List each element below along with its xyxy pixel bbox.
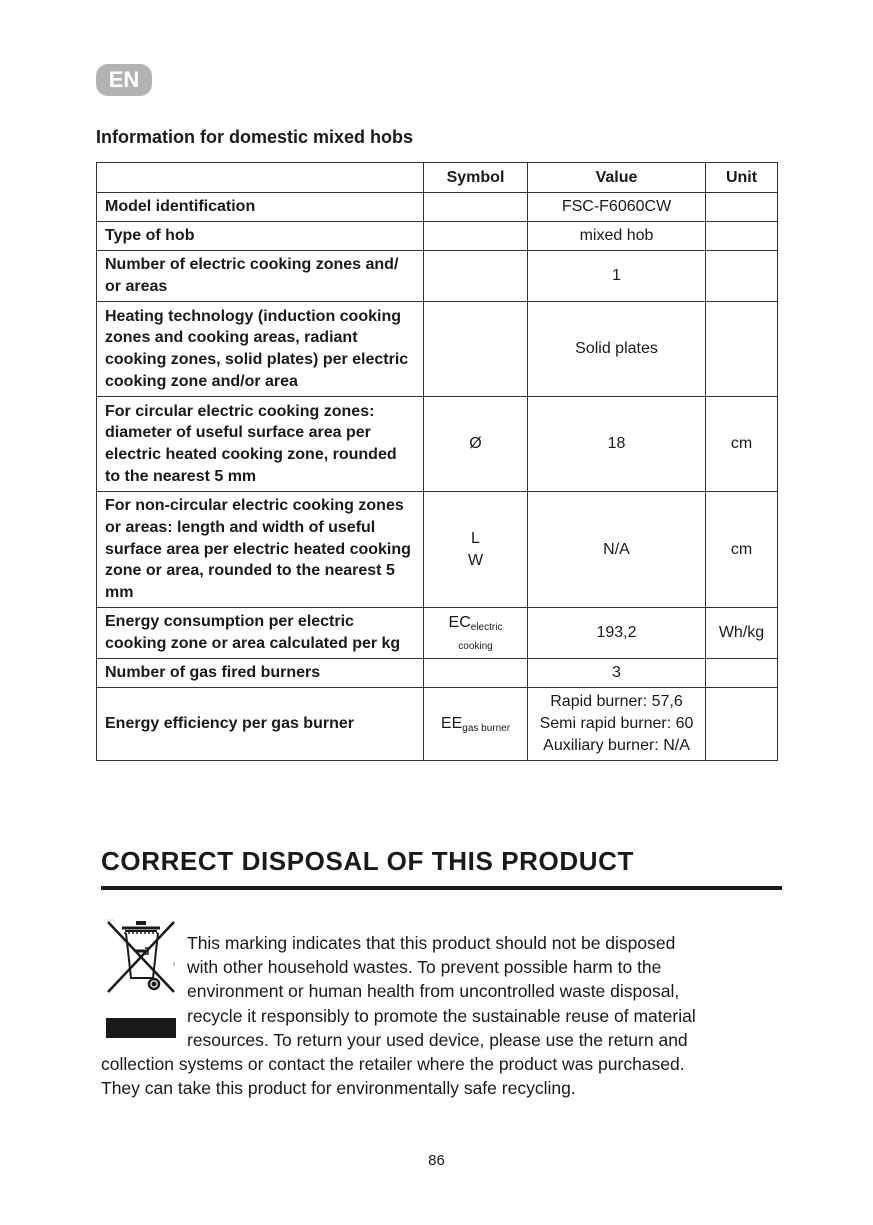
row-symbol <box>424 222 528 251</box>
column-header-parameter <box>97 163 424 193</box>
value-line: Semi rapid burner: 60 <box>539 715 694 733</box>
row-symbol <box>424 302 528 397</box>
row-symbol <box>424 251 528 302</box>
row-unit <box>706 302 778 397</box>
table-row <box>97 659 778 688</box>
column-header-value: Value <box>528 163 706 193</box>
table-row <box>97 193 778 222</box>
row-unit <box>706 193 778 222</box>
table-row <box>97 302 778 397</box>
table-row <box>97 688 778 761</box>
row-unit <box>706 688 778 761</box>
row-value <box>528 688 706 761</box>
table-header-row <box>97 163 778 193</box>
disposal-text-line: resources. To return your used device, please use the return and <box>187 1030 688 1050</box>
row-value: FSC-F6060CW <box>528 193 706 222</box>
disposal-text-line: environment or human health from uncontrolled waste disposal, <box>187 981 680 1001</box>
row-unit <box>706 222 778 251</box>
disposal-text-line: recycle it responsibly to promote the sustainable reuse of material <box>187 1006 696 1026</box>
row-value: 3 <box>528 659 706 688</box>
symbol-subscript: electric cooking <box>458 622 503 652</box>
disposal-text-line: They can take this product for environmentally safe recycling. <box>101 1078 576 1098</box>
column-header-symbol: Symbol <box>424 163 528 193</box>
symbol-main: EC <box>448 614 471 631</box>
row-unit <box>706 251 778 302</box>
row-value: 193,2 <box>528 608 706 659</box>
row-value: mixed hob <box>528 222 706 251</box>
symbol-length: L <box>471 529 480 547</box>
hob-info-table <box>96 162 778 761</box>
disposal-text-line: This marking indicates that this product should not be disposed <box>187 933 676 953</box>
page-number: 86 <box>428 1152 445 1169</box>
value-line: Auxiliary burner: N/A <box>543 736 690 754</box>
row-parameter: Number of electric cooking zones and/ or areas <box>97 251 424 302</box>
section-title: Information for domestic mixed hobs <box>96 127 414 147</box>
row-parameter: Energy consumption per electric cooking zone or area calculated per kg <box>97 608 424 659</box>
row-parameter: Model identification <box>97 193 424 222</box>
table-row <box>97 608 778 659</box>
row-symbol <box>424 492 528 608</box>
row-parameter: For circular electric cooking zones: diameter of useful surface area per electric heated cooking zone, rounded to the nearest 5 mm <box>97 397 424 492</box>
row-parameter: Number of gas fired burners <box>97 659 424 688</box>
row-value: 18 <box>528 397 706 492</box>
bin-underline-bar <box>106 1018 176 1038</box>
row-symbol <box>424 608 528 659</box>
row-unit <box>706 659 778 688</box>
row-parameter: Energy efficiency per gas burner <box>97 688 424 761</box>
symbol-width: W <box>467 551 484 569</box>
row-value: 1 <box>528 251 706 302</box>
row-parameter: Type of hob <box>97 222 424 251</box>
row-symbol <box>424 688 528 761</box>
table-row <box>97 397 778 492</box>
row-parameter: Heating technology (induction cooking zones and cooking areas, radiant cooking zones, solid plates) per electric cooking zone and/or area <box>97 302 424 397</box>
table-row <box>97 222 778 251</box>
row-symbol <box>424 193 528 222</box>
row-value: Solid plates <box>528 302 706 397</box>
language-badge: EN <box>96 64 152 96</box>
disposal-title: CORRECT DISPOSAL OF THIS PRODUCT <box>101 846 634 876</box>
table-row <box>97 492 778 608</box>
crossed-out-wheelie-bin-icon <box>104 918 178 998</box>
row-symbol: Ø <box>424 397 528 492</box>
value-line: Rapid burner: 57,6 <box>550 693 683 711</box>
row-symbol <box>424 659 528 688</box>
disposal-text-line: with other household wastes. To prevent possible harm to the <box>187 957 662 977</box>
column-header-unit: Unit <box>706 163 778 193</box>
row-unit: cm <box>706 492 778 608</box>
symbol-subscript: gas burner <box>462 722 511 734</box>
row-unit: Wh/kg <box>706 608 778 659</box>
row-value: N/A <box>528 492 706 608</box>
row-unit: cm <box>706 397 778 492</box>
disposal-text-line: collection systems or contact the retailer where the product was purchased. <box>101 1054 685 1074</box>
table-row <box>97 251 778 302</box>
row-parameter: For non-circular electric cooking zones or areas: length and width of useful surface area per electric heated cooking zone or area, rounded to the nearest 5 mm <box>97 492 424 608</box>
title-underline <box>101 886 782 890</box>
symbol-main: EE <box>440 714 463 732</box>
